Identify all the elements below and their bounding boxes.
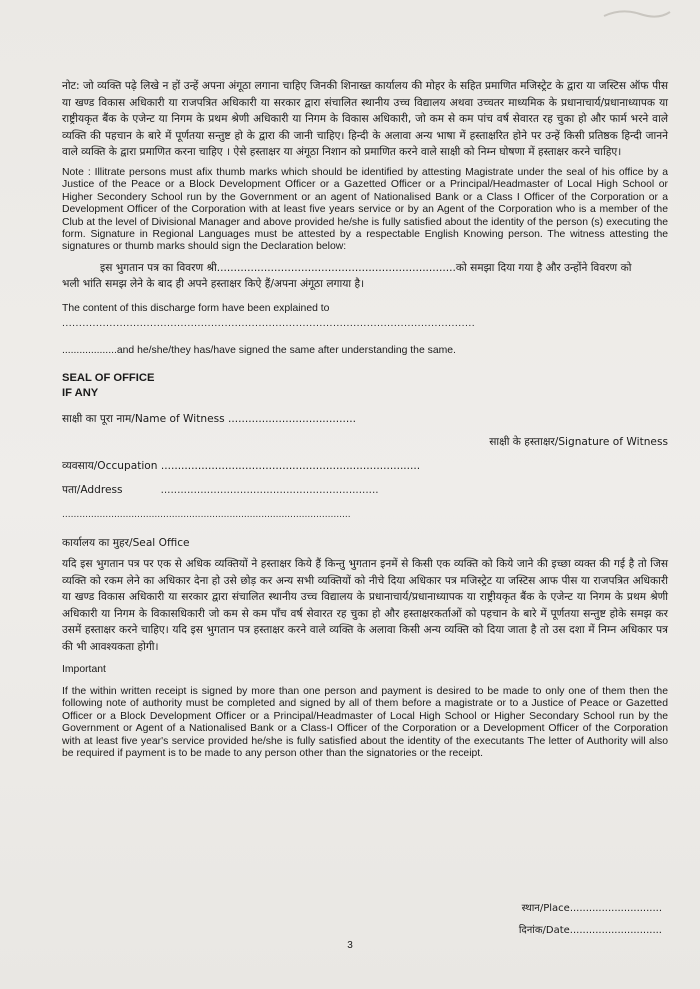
date-field: दिनांक/Date............................. (518, 925, 662, 936)
declaration-english-line-2: ...................and he/she/they has/have signed the same after understanding the same. (62, 344, 456, 356)
page-corner-mark-icon (602, 6, 672, 20)
form-content (62, 78, 668, 760)
note-hindi: नोट: जो व्यक्ति पढ़े लिखे न हों उन्हें अपना अंगूठा लगाना चाहिए जिनकी शिनाख्त कार्यालय की मोहर के सहित प्रमाणित मजिस्ट्रेट के द्वारा या जस्टिस ऑफ पीस या खण्ड विकास अधिकारी या राजपत्रित अधिकारी या सरकार द्वारा संचालित स्थानीय उच्च विद्यालय अथवा उच्चतर माध्यमिक के प्रधानाचार्य/प्रधानाध्यापक या राष्ट्रीयकृत बैंक के एजेन्ट या निगम के प्रथम श्रेणी अधिकारी या निगम के विकास अधिकारी, जो कम से कम पांच वर्ष सेवारत रह चुका हो और फार्म भरने वाले व्यक्ति की पहचान के बारे में पूर्णतया सन्तुष्ट हो के द्वारा की जानी चाहिए। हिन्दी के अलावा अन्य भाषा में हस्ताक्षरित होने पर उन्हें किसी प्रतिष्ठक हिन्दी जानने वाले व्यक्ति के द्वारा प्रमाणित करना चाहिए । ऐसे हस्ताक्षर या अंगूठा निशान को प्रमाणित करने वाले साक्षी को निम्न घोषणा में हस्ताक्षर करने चाहिए। (62, 80, 668, 159)
seal-of-office-heading: SEAL OF OFFICE (62, 372, 155, 385)
address-label: पता/Address (62, 484, 123, 496)
authority-english: If the within written receipt is signed by more than one person and payment is desired to be made to only one of them then the following note of authority must be completed and signed by all of them before a magistrate or to a Justice of Peace or Gazetted Officer or a Block Development Officer or a Principal/Headmaster of Local High School or Higher Secondary School run by the Government or Agent of a Nationalised Bank or a Class-I Officer of the Corporation or a Development Officer of the Corporation with at least five year's service provided he/she is fully satisfied about the identity of the executants The letter of Authority will also be required if payment is to be made to any person other than the signatories or the receipt. (62, 685, 668, 759)
witness-signature-field: साक्षी के हस्ताक्षर/Signature of Witness (489, 435, 668, 448)
declaration-hindi-line-2: भली भांति समझ लेने के बाद ही अपने हस्ताक्षर किऐ हैं/अपना अंगूठा लगाया है। (62, 278, 365, 291)
important-label: Important (62, 663, 106, 675)
declaration-english-line-1: The content of this discharge form have been explained to (62, 303, 330, 314)
authority-hindi: यदि इस भुगतान पत्र पर एक से अधिक व्यक्तियों ने हस्ताक्षर किये हैं किन्तु भुगतान इनमें से किसी एक व्यक्ति को किये जाने की इच्छा व्यक्त की गई है तो जिस व्यक्ति को रकम लेने का अधिकार देना हो उसे छोड़ कर अन्य सभी व्यक्तियों को नीचे दिया अधिकार पत्र मजिस्ट्रेट या जस्टिस आफ पीस या राजपत्रित अधिकारी या खण्ड विकास अधिकारी या सरकार द्वारा संचालित स्थानीय उच्च विद्यालय के प्रधानाचार्य/प्रधानाध्यापक या राष्ट्रीयकृत बैंक के एजेन्ट या निगम के प्रथम श्रेणी अधिकारी या निगम के विकासधिकारी जो कम से कम पाँच वर्ष सेवारत रह चुका हो और हस्ताक्षरकर्ताओं को पहचान के बारे में पूर्णतया सन्तुष्ट होके समझ कर उसमें हस्ताक्षर करने चाहिए। यदि इस भुगतान पत्र हस्ताक्षर करने वाले व्यक्ति के अलावा किसी अन्य व्यक्ति को दिया जाता है तो उस दशा में निम्न अधिकार पत्र की भी आवश्यकता होगी। (62, 558, 668, 653)
address-dots-line-2: .................................................................................................... (62, 509, 351, 520)
if-any-heading: IF ANY (62, 387, 99, 400)
occupation-field: व्यवसाय/Occupation ............................................................................. (62, 460, 421, 473)
declaration-english-dots: .......................................................................................................................... (62, 318, 476, 330)
note-english: Note : Illitrate persons must afix thumb marks which should be identified by attesting Magistrate under the seal of his office by a Justice of the Peace or a Block Development Officer or a Gazetted Officer or a Principal/Headmaster of Local High School or Higher Secondery School run by the Government or an agent of Nationalised Bank or a Class I Officer of the Corporation or a Development Officer of the Corporation with at least five years service or by an Agent of the Corporation who is a member of the Club at the level of Divisional Manager and above provided he/she is fully satisfied about the identity of the person (s) executing the form. Signature in Regional Languages must be attested by a respectable English Knowing person. The witness attesting the signatures or thumb marks should sign the Declaration below: (62, 166, 668, 253)
place-field: स्थान/Place............................. (521, 903, 662, 914)
address-dots-line-1: .................................................................. (160, 484, 379, 496)
page-number: 3 (347, 940, 353, 951)
office-seal-label: कार्यालय का मुहर/Seal Office (62, 537, 190, 550)
witness-name-field: साक्षी का पूरा नाम/Name of Witness ...................................... (62, 413, 356, 426)
place-date-block (519, 898, 662, 942)
address-row (62, 483, 668, 497)
declaration-hindi-line-1: इस भुगतान पत्र का विवरण श्री.......................................................................को समझा दिया गया है और उन्होंने विवरण को (100, 261, 632, 274)
